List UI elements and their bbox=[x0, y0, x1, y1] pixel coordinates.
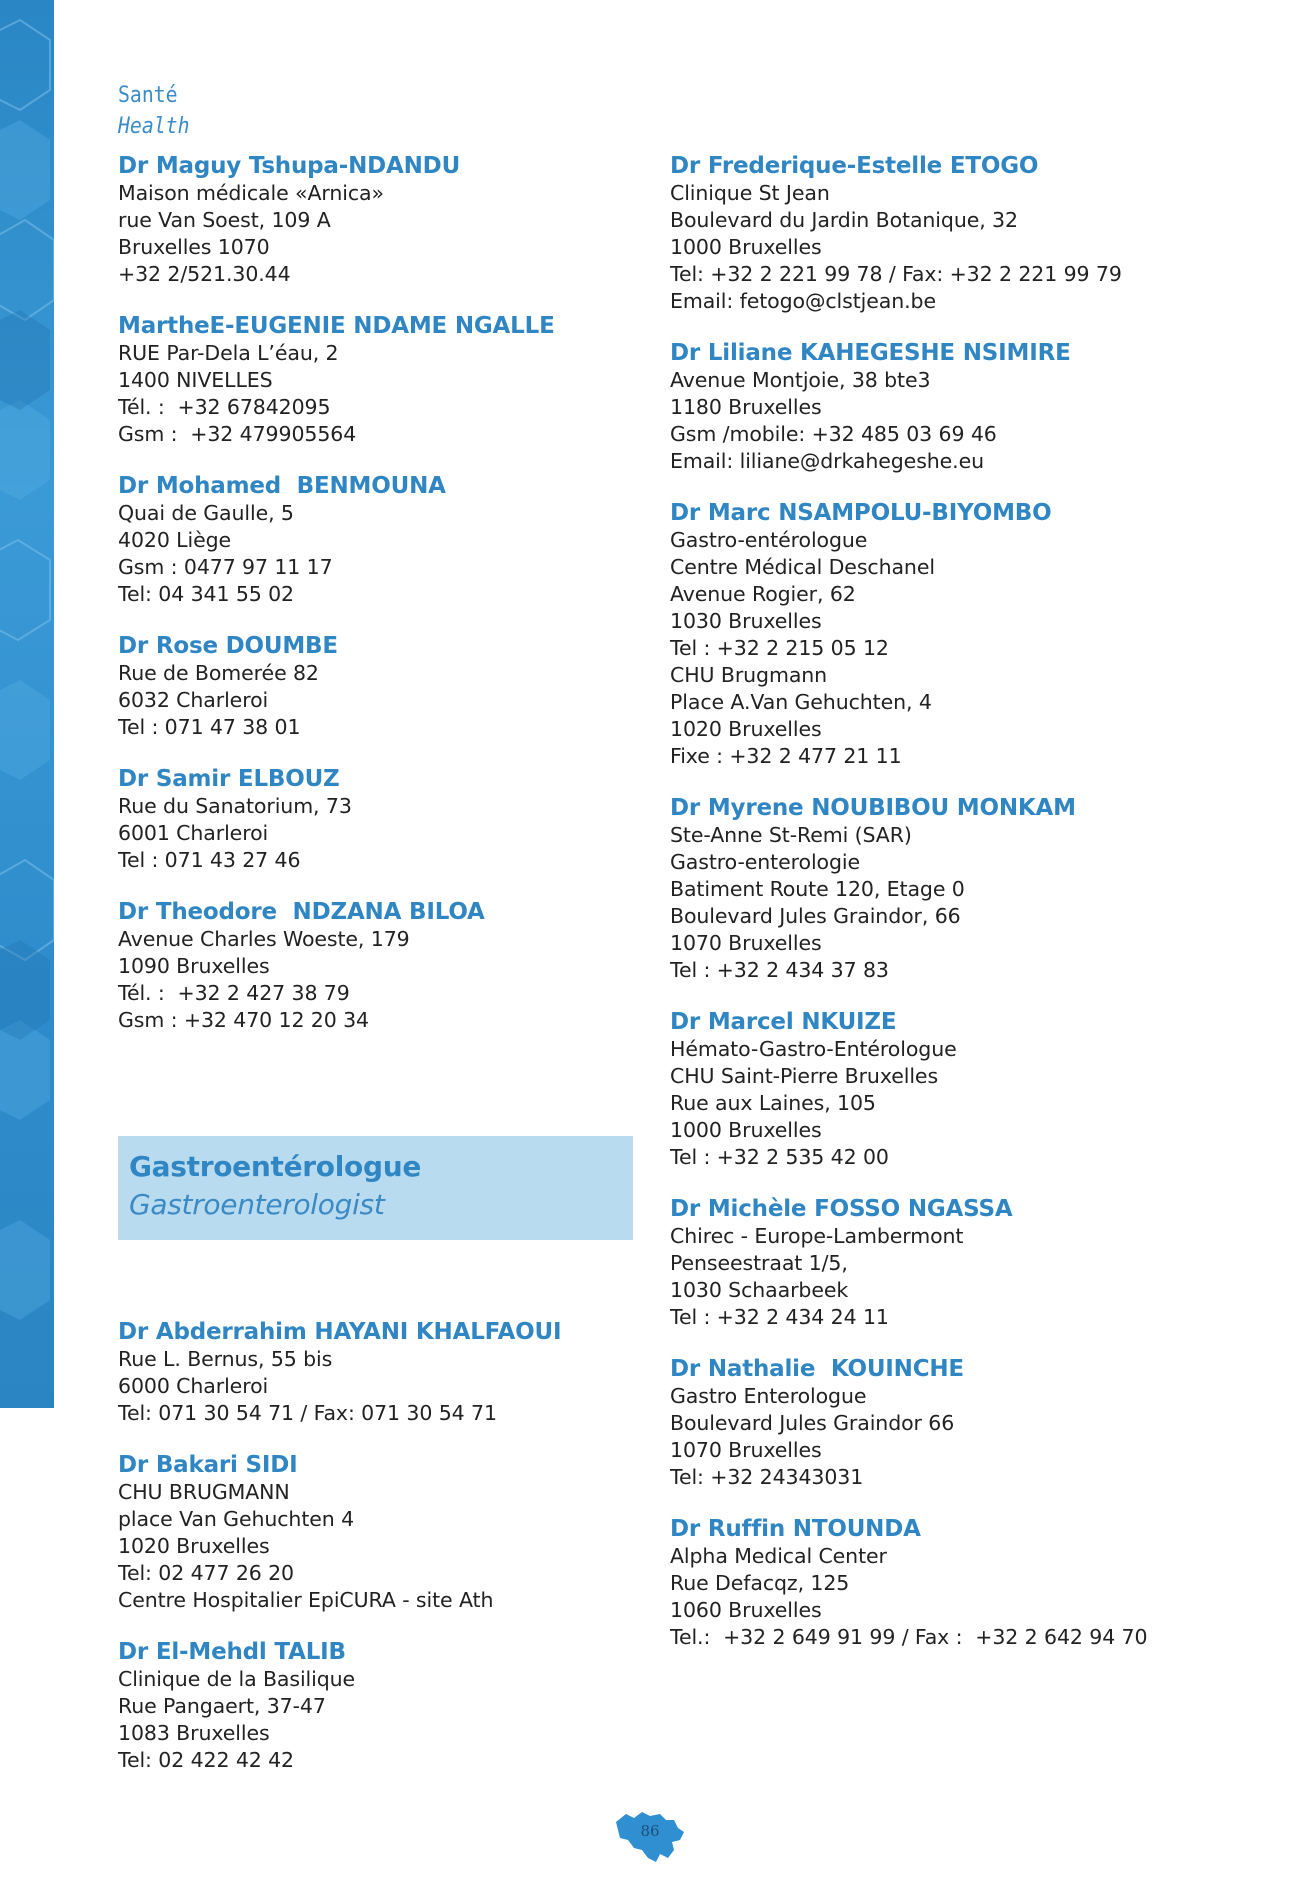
contact-line: Chirec - Europe-Lambermont bbox=[670, 1224, 964, 1248]
doctor-name: Dr Nathalie KOUINCHE bbox=[670, 1356, 964, 1382]
contact-entry bbox=[670, 339, 1230, 475]
contact-line: Tel: +32 24343031 bbox=[670, 1465, 864, 1489]
contact-line: Rue Pangaert, 37-47 bbox=[118, 1694, 326, 1718]
contact-line: 6001 Charleroi bbox=[118, 821, 269, 845]
doctor-name: Dr Bakari SIDI bbox=[118, 1452, 298, 1478]
doctor-name: Dr Marc NSAMPOLU-BIYOMBO bbox=[670, 500, 1052, 526]
contact-line: 6000 Charleroi bbox=[118, 1374, 269, 1398]
contact-entry bbox=[670, 794, 1230, 984]
contact-line: 1030 Bruxelles bbox=[670, 609, 822, 633]
contact-line: Clinique de la Basilique bbox=[118, 1667, 356, 1691]
left-column-gastro-listing bbox=[118, 1318, 678, 1798]
contact-line: 1000 Bruxelles bbox=[670, 1118, 822, 1142]
contact-line: Rue Defacqz, 125 bbox=[670, 1571, 850, 1595]
contact-line: Rue aux Laines, 105 bbox=[670, 1091, 876, 1115]
contact-line: Tel : 071 47 38 01 bbox=[118, 715, 301, 739]
contact-line: Gastro-entérologue bbox=[670, 528, 868, 552]
specialty-title-fr: Gastroentérologue bbox=[129, 1150, 422, 1183]
contact-line: 1180 Bruxelles bbox=[670, 395, 822, 419]
contact-entry bbox=[118, 1638, 678, 1774]
contact-line: Gsm /mobile: +32 485 03 69 46 bbox=[670, 422, 997, 446]
email-line[interactable]: Email: fetogo@clstjean.be bbox=[670, 289, 936, 313]
contact-line: Tel: 04 341 55 02 bbox=[118, 582, 295, 606]
contact-line: Tel: 02 422 42 42 bbox=[118, 1748, 295, 1772]
contact-line: 1070 Bruxelles bbox=[670, 931, 822, 955]
section-title-fr: Santé bbox=[118, 83, 178, 108]
contact-line: Rue L. Bernus, 55 bis bbox=[118, 1347, 333, 1371]
contact-line: Gsm : 0477 97 11 17 bbox=[118, 555, 333, 579]
contact-line: 1400 NIVELLES bbox=[118, 368, 273, 392]
contact-line: Avenue Rogier, 62 bbox=[670, 582, 856, 606]
contact-line: 1030 Schaarbeek bbox=[670, 1278, 849, 1302]
contact-line: place Van Gehuchten 4 bbox=[118, 1507, 355, 1531]
contact-line: 4020 Liège bbox=[118, 528, 232, 552]
contact-entry bbox=[670, 1195, 1230, 1331]
contact-line: CHU Saint-Pierre Bruxelles bbox=[670, 1064, 939, 1088]
contact-entry bbox=[670, 1355, 1230, 1491]
page-badge bbox=[612, 1808, 688, 1866]
contact-line: RUE Par-Dela L’éau, 2 bbox=[118, 341, 339, 365]
contact-line: Clinique St Jean bbox=[670, 181, 830, 205]
contact-line: Tél. : +32 67842095 bbox=[118, 395, 331, 419]
contact-line: Tél. : +32 2 427 38 79 bbox=[118, 981, 350, 1005]
contact-line: 1020 Bruxelles bbox=[118, 1534, 270, 1558]
left-column-listing bbox=[118, 152, 678, 1058]
contact-line: Centre Médical Deschanel bbox=[670, 555, 935, 579]
contact-line: Boulevard Jules Graindor, 66 bbox=[670, 904, 961, 928]
contact-line: Bruxelles 1070 bbox=[118, 235, 270, 259]
contact-line: Tel : +32 2 215 05 12 bbox=[670, 636, 889, 660]
contact-line: Tel : +32 2 434 24 11 bbox=[670, 1305, 889, 1329]
contact-line: 1060 Bruxelles bbox=[670, 1598, 822, 1622]
contact-line: Gsm : +32 470 12 20 34 bbox=[118, 1008, 369, 1032]
contact-line: Fixe : +32 2 477 21 11 bbox=[670, 744, 902, 768]
hexagon-pattern-icon bbox=[0, 0, 54, 1408]
contact-line: Batiment Route 120, Etage 0 bbox=[670, 877, 965, 901]
contact-line: Rue du Sanatorium, 73 bbox=[118, 794, 352, 818]
contact-entry bbox=[670, 152, 1230, 315]
contact-line: Quai de Gaulle, 5 bbox=[118, 501, 294, 525]
doctor-name: Dr Frederique-Estelle ETOGO bbox=[670, 153, 1039, 179]
contact-entry bbox=[670, 499, 1230, 770]
contact-line: Tel : +32 2 434 37 83 bbox=[670, 958, 889, 982]
contact-entry bbox=[118, 1451, 678, 1614]
doctor-name: MartheE-EUGENIE NDAME NGALLE bbox=[118, 313, 555, 339]
contact-line: Gastro-enterologie bbox=[670, 850, 860, 874]
contact-line: +32 2/521.30.44 bbox=[118, 262, 291, 286]
section-title-en: Health bbox=[118, 114, 190, 139]
doctor-name: Dr Liliane KAHEGESHE NSIMIRE bbox=[670, 340, 1071, 366]
contact-entry bbox=[118, 1318, 678, 1427]
right-column-listing bbox=[670, 152, 1230, 1675]
contact-line: Centre Hospitalier EpiCURA - site Ath bbox=[118, 1588, 494, 1612]
doctor-name: Dr Maguy Tshupa-NDANDU bbox=[118, 153, 461, 179]
contact-entry bbox=[118, 152, 678, 288]
contact-entry bbox=[118, 632, 678, 741]
doctor-name: Dr Mohamed BENMOUNA bbox=[118, 473, 446, 499]
contact-line: Tel: 071 30 54 71 / Fax: 071 30 54 71 bbox=[118, 1401, 497, 1425]
contact-line: Gsm : +32 479905564 bbox=[118, 422, 357, 446]
contact-line: 1070 Bruxelles bbox=[670, 1438, 822, 1462]
contact-line: Tel : 071 43 27 46 bbox=[118, 848, 301, 872]
doctor-name: Dr Theodore NDZANA BILOA bbox=[118, 899, 485, 925]
doctor-name: Dr Marcel NKUIZE bbox=[670, 1009, 897, 1035]
contact-line: 1083 Bruxelles bbox=[118, 1721, 270, 1745]
contact-line: Gastro Enterologue bbox=[670, 1384, 867, 1408]
contact-line: Ste-Anne St-Remi (SAR) bbox=[670, 823, 912, 847]
doctor-name: Dr Abderrahim HAYANI KHALFAOUI bbox=[118, 1319, 562, 1345]
contact-entry bbox=[118, 472, 678, 608]
contact-line: Penseestraat 1/5, bbox=[670, 1251, 848, 1275]
contact-line: Avenue Charles Woeste, 179 bbox=[118, 927, 410, 951]
contact-line: Tel: +32 2 221 99 78 / Fax: +32 2 221 99 79 bbox=[670, 262, 1122, 286]
contact-entry bbox=[670, 1008, 1230, 1171]
contact-line: 1020 Bruxelles bbox=[670, 717, 822, 741]
contact-line: Alpha Medical Center bbox=[670, 1544, 887, 1568]
doctor-name: Dr Michèle FOSSO NGASSA bbox=[670, 1196, 1013, 1222]
contact-line: Boulevard Jules Graindor 66 bbox=[670, 1411, 955, 1435]
contact-line: Avenue Montjoie, 38 bte3 bbox=[670, 368, 931, 392]
doctor-name: Dr Rose DOUMBE bbox=[118, 633, 338, 659]
contact-entry bbox=[670, 1515, 1230, 1651]
contact-line: Tel : +32 2 535 42 00 bbox=[670, 1145, 889, 1169]
contact-entry bbox=[118, 765, 678, 874]
contact-entry bbox=[118, 312, 678, 448]
side-decorative-band bbox=[0, 0, 54, 1408]
specialty-header-box bbox=[118, 1136, 633, 1240]
contact-line: Place A.Van Gehuchten, 4 bbox=[670, 690, 932, 714]
contact-line: Maison médicale «Arnica» bbox=[118, 181, 384, 205]
contact-line: Tel.: +32 2 649 91 99 / Fax : +32 2 642 94 70 bbox=[670, 1625, 1148, 1649]
contact-line: Hémato-Gastro-Entérologue bbox=[670, 1037, 957, 1061]
specialty-title-en: Gastroenterologist bbox=[129, 1188, 385, 1221]
page-number: 86 bbox=[640, 1822, 660, 1840]
contact-line: Rue de Bomerée 82 bbox=[118, 661, 319, 685]
contact-line: CHU BRUGMANN bbox=[118, 1480, 290, 1504]
doctor-name: Dr Samir ELBOUZ bbox=[118, 766, 340, 792]
doctor-name: Dr Ruffin NTOUNDA bbox=[670, 1516, 921, 1542]
contact-line: rue Van Soest, 109 A bbox=[118, 208, 331, 232]
contact-line: 6032 Charleroi bbox=[118, 688, 269, 712]
contact-line: CHU Brugmann bbox=[670, 663, 828, 687]
contact-line: 1000 Bruxelles bbox=[670, 235, 822, 259]
email-line[interactable]: Email: liliane@drkahegeshe.eu bbox=[670, 449, 984, 473]
doctor-name: Dr El-Mehdl TALIB bbox=[118, 1639, 346, 1665]
doctor-name: Dr Myrene NOUBIBOU MONKAM bbox=[670, 795, 1076, 821]
contact-line: Boulevard du Jardin Botanique, 32 bbox=[670, 208, 1018, 232]
contact-entry bbox=[118, 898, 678, 1034]
section-heading bbox=[118, 80, 190, 142]
contact-line: 1090 Bruxelles bbox=[118, 954, 270, 978]
contact-line: Tel: 02 477 26 20 bbox=[118, 1561, 295, 1585]
